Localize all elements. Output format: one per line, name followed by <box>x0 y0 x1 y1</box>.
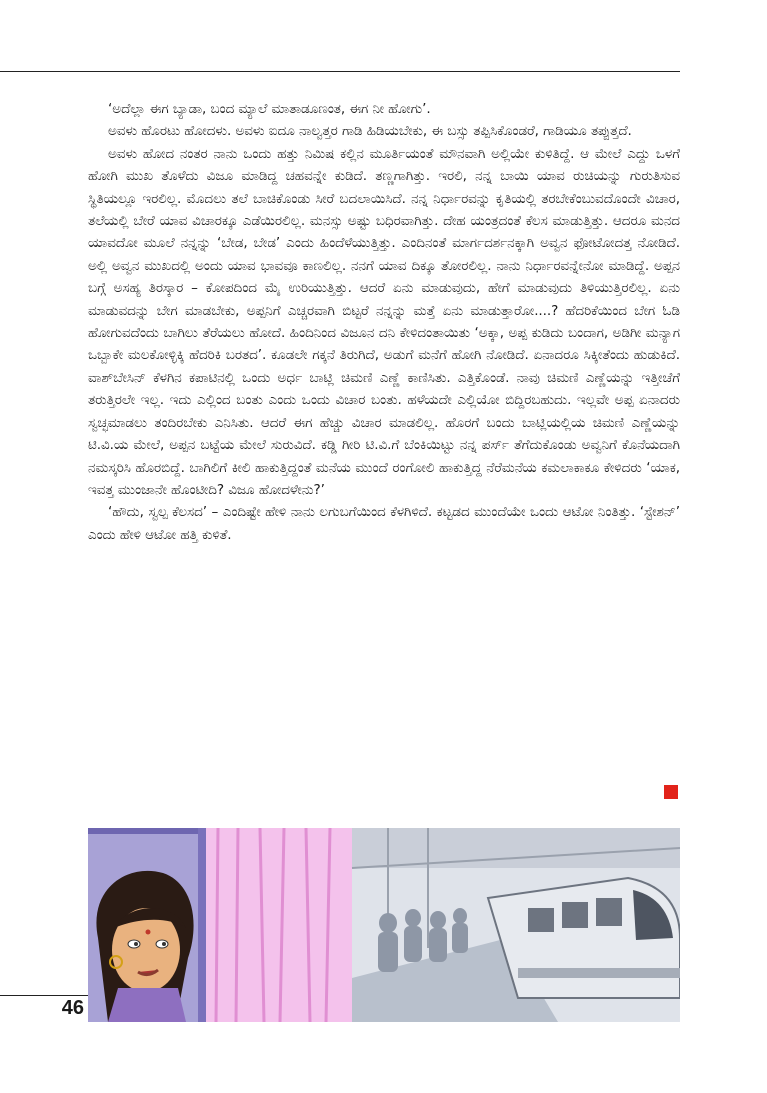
curtain <box>206 828 352 1022</box>
station-illustration <box>88 828 680 1022</box>
story-text <box>88 98 680 546</box>
story-end-mark <box>664 785 678 799</box>
paragraph: ಅವಳು ಹೋದ ನಂತರ ನಾನು ಒಂದು ಹತ್ತು ನಿಮಿಷ ಕಲ್ಲಿನ ಮೂರ್ತಿಯಂತೆ ಮೌನವಾಗಿ ಅಲ್ಲಿಯೇ ಕುಳಿತಿದ್ದೆ. ಆ ಮೇಲೆ ಎದ್ದು ಒಳಗೆ ಹೋಗಿ ಮುಖ ತೊಳೆದು ವಿಜೂ ಮಾಡಿದ್ದ ಚಹವನ್ನೇ ಕುಡಿದೆ. ತಣ್ಣಗಾಗಿತ್ತು. ಇರಲಿ, ನನ್ನ ಬಾಯಿ ಯಾವ ರುಚಿಯನ್ನು ಗುರುತಿಸುವ ಸ್ಥಿತಿಯಲ್ಲೂ ಇರಲಿಲ್ಲ. ಮೊದಲು ತಲೆ ಬಾಚಿಕೊಂಡು ಸೀರೆ ಬದಲಾಯಿಸಿದೆ. ನನ್ನ ನಿರ್ಧಾರವನ್ನು ಕೃತಿಯಲ್ಲಿ ತರಬೇಕೆಂಬುವದೊಂದೇ ವಿಚಾರ, ತಲೆಯಲ್ಲಿ ಬೇರೆ ಯಾವ ವಿಚಾರಕ್ಕೂ ಎಡೆಯಿರಲಿಲ್ಲ. ಮನಸ್ಸು ಅಷ್ಟು ಬಧಿರವಾಗಿತ್ತು. ದೇಹ ಯಂತ್ರದಂತೆ ಕೆಲಸ ಮಾಡುತ್ತಿತ್ತು. ಆದರೂ ಮನದ ಯಾವದೋ ಮೂಲೆ ನನ್ನನ್ನು ‘ಬೇಡ, ಬೇಡ’ ಎಂದು ಹಿಂದೆಳೆಯುತ್ತಿತ್ತು. ಎಂದಿನಂತೆ ಮಾರ್ಗದರ್ಶನಕ್ಕಾಗಿ ಅವ್ವನ ಫೋಟೋದತ್ತ ನೋಡಿದೆ. ಅಲ್ಲಿ ಅವ್ವನ ಮುಖದಲ್ಲಿ ಅಂದು ಯಾವ ಭಾವವೂ ಕಾಣಲಿಲ್ಲ. ನನಗೆ ಯಾವ ದಿಕ್ಕೂ ತೋರಲಿಲ್ಲ. ನಾನು ನಿರ್ಧಾರವನ್ನೇನೋ ಮಾಡಿದ್ದೆ. ಅಪ್ಪನ ಬಗ್ಗೆ ಅಸಹ್ಯ ತಿರಸ್ಕಾರ – ಕೋಪದಿಂದ ಮೈ ಉರಿಯುತ್ತಿತ್ತು. ಆದರೆ ಏನು ಮಾಡುವುದು, ಹೇಗೆ ಮಾಡುವುದು ತಿಳಿಯುತ್ತಿರಲಿಲ್ಲ. ಏನು ಮಾಡುವದನ್ನು ಬೇಗ ಮಾಡಬೇಕು, ಅಪ್ಪನಿಗೆ ಎಚ್ಚರವಾಗಿ ಬಿಟ್ಟರೆ ನನ್ನನ್ನು ಮತ್ತೆ ಏನು ಮಾಡುತ್ತಾರೋ....? ಹೆದರಿಕೆಯಿಂದ ಬೇಗ ಓಡಿ ಹೋಗುವದೆಂದು ಬಾಗಿಲು ತೆರೆಯಲು ಹೋದೆ. ಹಿಂದಿನಿಂದ ವಿಜೂನ ದನಿ ಕೇಳಿದಂತಾಯಿತು ‘ಅಕ್ಕಾ, ಅಪ್ಪ ಕುಡಿದು ಬಂದಾಗ, ಅಡಿಗೀ ಮನ್ಯಾಗ ಒಬ್ಬಾಕೇ ಮಲಕೋಳ್ಳಿಕ್ಕಿ ಹೆದರಿಕಿ ಬರತದ’. ಕೂಡಲೇ ಗಕ್ಕನೆ ತಿರುಗಿದೆ, ಅಡುಗೆ ಮನೆಗೆ ಹೋಗಿ ನೋಡಿದೆ. ಏನಾದರೂ ಸಿಕ್ಕೀತೆಂದು ಹುಡುಕಿದೆ. ವಾಶ್‌ಬೇಸಿನ್ ಕೆಳಗಿನ ಕಪಾಟಿನಲ್ಲಿ ಒಂದು ಅರ್ಧ ಬಾಟ್ಲಿ ಚಿಮಣಿ ಎಣ್ಣೆ ಕಾಣಿಸಿತು. ಎತ್ತಿಕೊಂಡೆ. ನಾವು ಚಿಮಣಿ ಎಣ್ಣೆಯನ್ನು ಇತ್ತೀಚೆಗೆ ತರುತ್ತಿರಲೇ ಇಲ್ಲ. ಇದು ಎಲ್ಲಿಂದ ಬಂತು ಎಂದು ಒಂದು ವಿಚಾರ ಬಂತು. ಹಳೆಯದೇ ಎಲ್ಲಿಯೋ ಬಿದ್ದಿರಬಹುದು. ಇಲ್ಲವೇ ಅಪ್ಪ ಏನಾದರು ಸ್ವಚ್ಛಮಾಡಲು ತಂದಿರಬೇಕು ಎನಿಸಿತು. ಆದರೆ ಈಗ ಹೆಚ್ಚು ವಿಚಾರ ಮಾಡಲಿಲ್ಲ. ಹೊರಗೆ ಬಂದು ಬಾಟ್ಲಿಯಲ್ಲಿಯ ಚಿಮಣಿ ಎಣ್ಣೆಯನ್ನು ಟಿ.ವಿ.ಯ ಮೇಲೆ, ಅಪ್ಪನ ಬಟ್ಟೆಯ ಮೇಲೆ ಸುರುವಿದೆ. ಕಡ್ಡಿ ಗೀರಿ ಟಿ.ವಿ.ಗೆ ಬೆಂಕಿಯಿಟ್ಟು ನನ್ನ ಪರ್ಸ್ ತೆಗೆದುಕೊಂಡು ಅವ್ವನಿಗೆ ಕೊನೆಯದಾಗಿ ನಮಸ್ಕರಿಸಿ ಹೊರಬಿದ್ದೆ. ಬಾಗಿಲಿಗೆ ಕೀಲಿ ಹಾಕುತ್ತಿದ್ದಂತೆ ಮನೆಯ ಮುಂದೆ ರಂಗೋಲಿ ಹಾಕುತ್ತಿದ್ದ ನೆರೆಮನೆಯ ಕಮಲಾಕಾಕೂ ಕೇಳಿದರು ‘ಯಾಕ, ಇವತ್ತ ಮುಂಜಾನೇ ಹೊಂಟೀದಿ? ವಿಜೂ ಹೋದಳೇನು?’ <box>88 145 680 498</box>
paragraph: ಅವಳು ಹೊರಟು ಹೋದಳು. ಅವಳು ಐದೂ ನಾಲ್ವತ್ತರ ಗಾಡಿ ಹಿಡಿಯಬೇಕು, ಈ ಬಸ್ಸು ತಪ್ಪಿಸಿಕೊಂಡರೆ, ಗಾಡಿಯೂ ತಪ್ಪುತ್ತದೆ. <box>108 123 632 140</box>
train <box>488 878 680 998</box>
top-rule <box>0 71 680 72</box>
woman-figure <box>96 871 193 1022</box>
paragraph: ‘ಅದೆಲ್ಲಾ ಈಗ ಬ್ಯಾಡಾ, ಬಂದ ಮ್ಯಾಲೆ ಮಾತಾಡೂಣಂತ, ಈಗ ನೀ ಹೋಗು’. <box>108 101 431 117</box>
page-number: 46 <box>61 997 84 1019</box>
paragraph: ‘ಹೌದು, ಸ್ವಲ್ಪ ಕೆಲಸದ’ – ಎಂದಿಷ್ಟೇ ಹೇಳಿ ನಾನು ಲಗುಬಗೆಯಿಂದ ಕೆಳಗಿಳಿದೆ. ಕಟ್ಟಡದ ಮುಂದೆಯೇ ಒಂದು ಆಟೋ ನಿಂತಿತ್ತು. ‘ಸ್ಟೇಶನ್’ ಎಂದು ಹೇಳಿ ಆಟೋ ಹತ್ತಿ ಕುಳಿತೆ. <box>88 504 680 543</box>
